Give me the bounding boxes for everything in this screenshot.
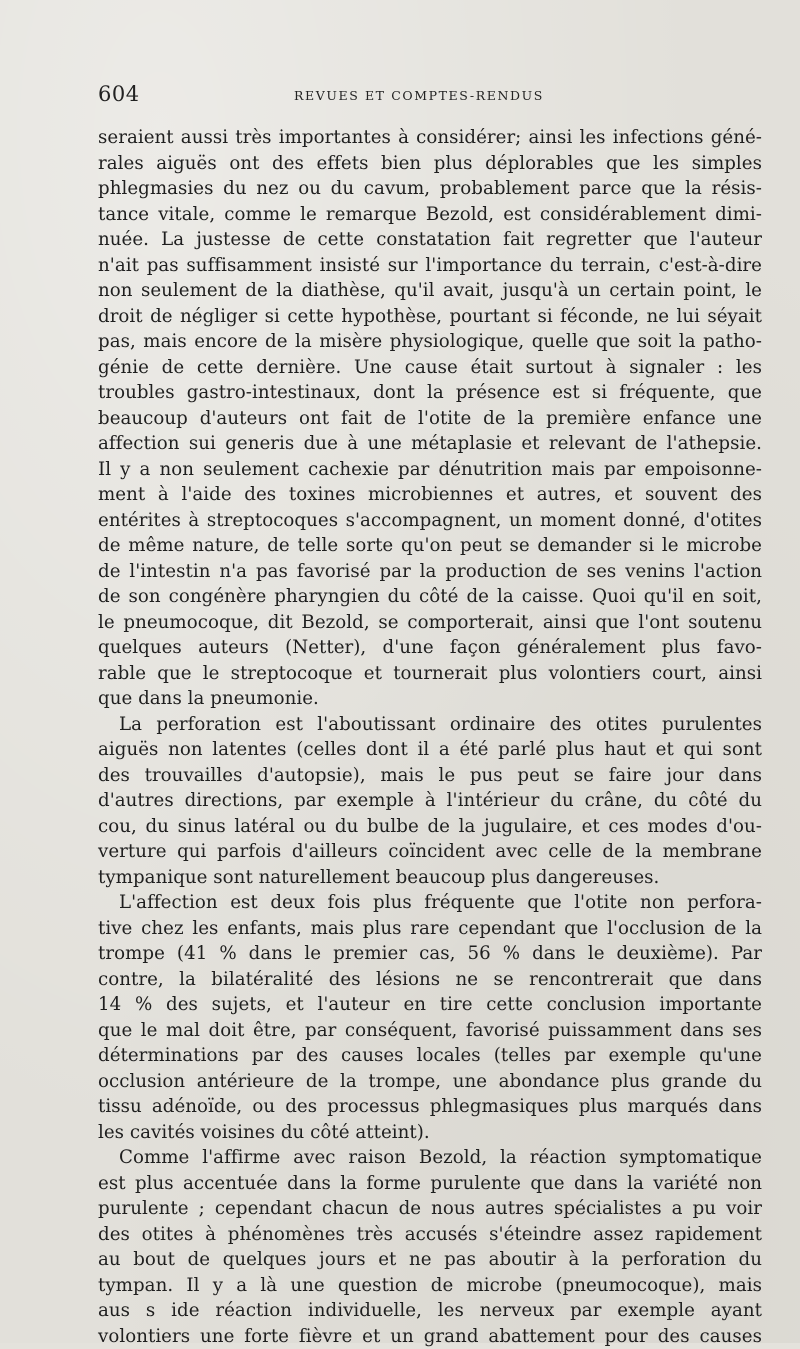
text-line: troubles gastro-intestinaux, dont la présence est si fréquente, que	[98, 380, 762, 406]
text-line: rable que le streptocoque et tournerait plus volontiers court, ainsi	[98, 661, 762, 687]
text-line: que le mal doit être, par conséquent, favorisé puissamment dans ses	[98, 1018, 762, 1044]
text-line: de même nature, de telle sorte qu'on peut se demander si le microbe	[98, 533, 762, 559]
text-line: de son congénère pharyngien du côté de la caisse. Quoi qu'il en soit,	[98, 584, 762, 610]
text-line: déterminations par des causes locales (telles par exemple qu'une	[98, 1043, 762, 1069]
text-line: rales aiguës ont des effets bien plus déplorables que les simples	[98, 151, 762, 177]
text-line: pas, mais encore de la misère physiologique, quelle que soit la patho-	[98, 329, 762, 355]
text-line: nuée. La justesse de cette constatation fait regretter que l'auteur	[98, 227, 762, 253]
text-line: n'ait pas suffisamment insisté sur l'importance du terrain, c'est-à-dire	[98, 253, 762, 279]
text-line: non seulement de la diathèse, qu'il avait, jusqu'à un certain point, le	[98, 278, 762, 304]
text-line: seraient aussi très importantes à considérer; ainsi les infections géné-	[98, 125, 762, 151]
text-line: aus s ide réaction individuelle, les nerveux par exemple ayant	[98, 1298, 762, 1324]
text-line: L'affection est deux fois plus fréquente que l'otite non perfora-	[98, 890, 762, 916]
text-line: cou, du sinus latéral ou du bulbe de la jugulaire, et ces modes d'ou-	[98, 814, 762, 840]
section-title: REVUES ET COMPTES-RENDUS	[294, 88, 544, 103]
text-line: génie de cette dernière. Une cause était surtout à signaler : les	[98, 355, 762, 381]
page-number: 604	[98, 82, 140, 106]
body-text	[98, 125, 762, 1349]
text-line: des trouvailles d'autopsie), mais le pus peut se faire jour dans	[98, 763, 762, 789]
text-line: trompe (41 % dans le premier cas, 56 % dans le deuxième). Par	[98, 941, 762, 967]
text-line: aiguës non latentes (celles dont il a été parlé plus haut et qui sont	[98, 737, 762, 763]
text-line: tive chez les enfants, mais plus rare cependant que l'occlusion de la	[98, 916, 762, 942]
text-line: ment à l'aide des toxines microbiennes et autres, et souvent des	[98, 482, 762, 508]
text-line: au bout de quelques jours et ne pas aboutir à la perforation du	[98, 1247, 762, 1273]
text-line: purulente ; cependant chacun de nous autres spécialistes a pu voir	[98, 1196, 762, 1222]
text-line: La perforation est l'aboutissant ordinaire des otites purulentes	[98, 712, 762, 738]
text-line: Comme l'affirme avec raison Bezold, la réaction symptomatique	[98, 1145, 762, 1171]
text-line: contre, la bilatéralité des lésions ne se rencontrerait que dans	[98, 967, 762, 993]
text-line: affection sui generis due à une métaplasie et relevant de l'athepsie.	[98, 431, 762, 457]
text-line: les cavités voisines du côté atteint).	[98, 1120, 762, 1146]
text-line: de l'intestin n'a pas favorisé par la production de ses venins l'action	[98, 559, 762, 585]
text-line: volontiers une forte fièvre et un grand abattement pour des causes	[98, 1324, 762, 1349]
text-line: 14 % des sujets, et l'auteur en tire cette conclusion importante	[98, 992, 762, 1018]
text-line: occlusion antérieure de la trompe, une abondance plus grande du	[98, 1069, 762, 1095]
running-head	[98, 82, 760, 112]
text-line: que dans la pneumonie.	[98, 686, 762, 712]
text-line: entérites à streptocoques s'accompagnent, un moment donné, d'otites	[98, 508, 762, 534]
text-line: est plus accentuée dans la forme purulente que dans la variété non	[98, 1171, 762, 1197]
text-line: des otites à phénomènes très accusés s'éteindre assez rapidement	[98, 1222, 762, 1248]
text-line: tympan. Il y a là une question de microbe (pneumocoque), mais	[98, 1273, 762, 1299]
text-line: le pneumocoque, dit Bezold, se comporterait, ainsi que l'ont soutenu	[98, 610, 762, 636]
text-line: tance vitale, comme le remarque Bezold, est considérablement dimi-	[98, 202, 762, 228]
text-line: verture qui parfois d'ailleurs coïncident avec celle de la membrane	[98, 839, 762, 865]
text-line: quelques auteurs (Netter), d'une façon généralement plus favo-	[98, 635, 762, 661]
text-line: Il y a non seulement cachexie par dénutrition mais par empoisonne-	[98, 457, 762, 483]
text-line: phlegmasies du nez ou du cavum, probablement parce que la résis-	[98, 176, 762, 202]
text-line: droit de négliger si cette hypothèse, pourtant si féconde, ne lui séyait	[98, 304, 762, 330]
text-line: beaucoup d'auteurs ont fait de l'otite de la première enfance une	[98, 406, 762, 432]
text-line: tissu adénoïde, ou des processus phlegmasiques plus marqués dans	[98, 1094, 762, 1120]
text-line: tympanique sont naturellement beaucoup plus dangereuses.	[98, 865, 762, 891]
text-line: d'autres directions, par exemple à l'intérieur du crâne, du côté du	[98, 788, 762, 814]
